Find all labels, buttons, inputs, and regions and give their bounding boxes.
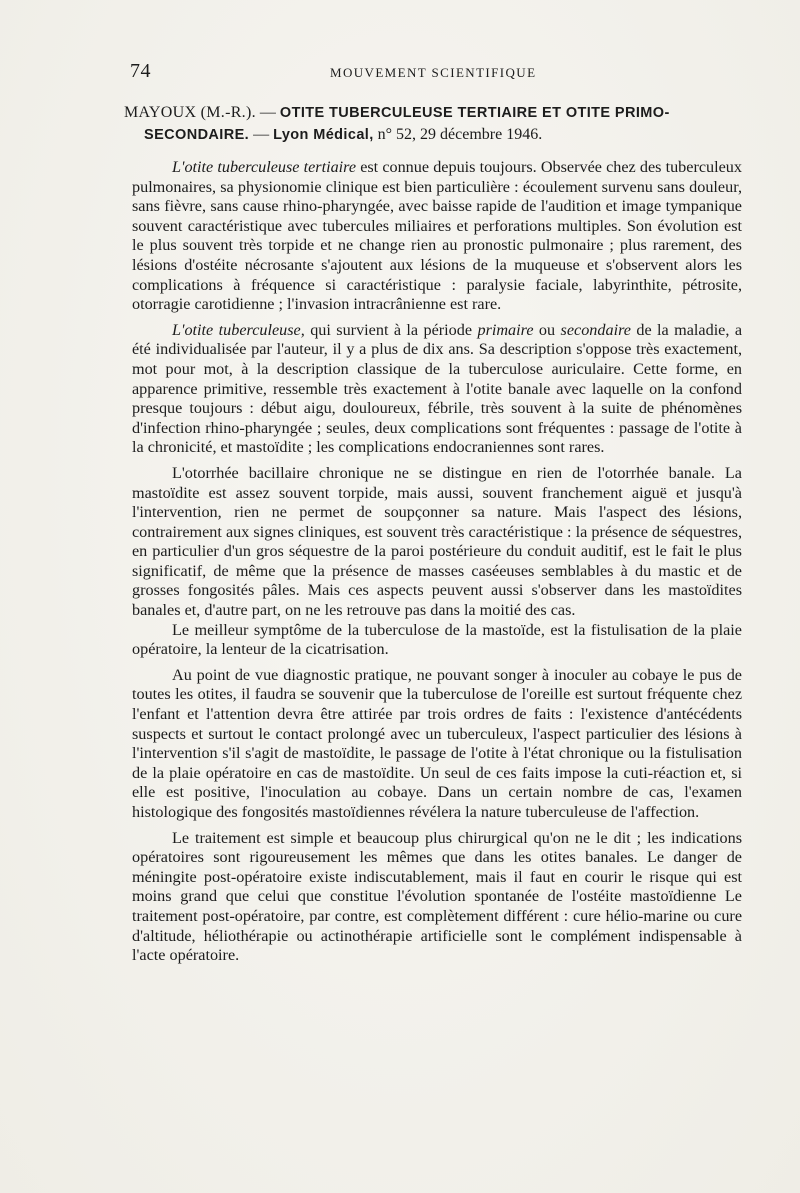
paragraph-text: Le meilleur symptôme de la tuberculose de la mastoïde, est la fistulisation de la plaie opératoire, la lenteur de la cicatrisation.	[132, 620, 742, 659]
paragraph-treatment	[132, 829, 742, 966]
citation-title-end: SECONDAIRE.	[144, 127, 250, 143]
paragraph-italic-term: secondaire	[560, 320, 631, 339]
citation-author: MAYOUX (M.-R.).	[124, 104, 256, 121]
citation-issue: n° 52, 29 décembre 1946.	[373, 126, 543, 143]
running-head: MOUVEMENT SCIENTIFIQUE	[330, 65, 537, 80]
article-body	[132, 158, 742, 966]
citation-source: Lyon Médical,	[273, 127, 374, 143]
page-header	[130, 60, 742, 84]
citation-line-1	[124, 102, 746, 124]
citation-line-2	[124, 124, 746, 146]
paragraph-text: de la maladie, a été individualisée par l'auteur, il y a plus de dix ans. Sa description s'oppose très exactement, mot pour mot, à la description classique de la tuberculose auriculaire. Cette forme, en apparence primitive, ressemble très exactement à l'otite banale avec laquelle on la confond presque toujours : début aigu, douloureux, fébrile, très souvent à la suite de phénomènes d'infection rhino-pharyngée ; seules, deux complications sont fréquentes : passage de l'otite à la chronicité, et mastoïdite ; les complications endocraniennes sont rares.	[132, 320, 743, 457]
paragraph-text: ou	[533, 320, 561, 339]
paragraph-best-symptom	[132, 621, 742, 660]
citation-dash-2: —	[249, 126, 274, 143]
paragraph-text: L'otorrhée bacillaire chronique ne se distingue en rien de l'otorrhée banale. La mastoïdite est assez souvent torpide, mais aussi, souvent franchement aiguë et jusqu'à l'intervention, rien ne permet de soupçonner sa nature. Mais l'aspect des lésions, contrairement aux signes cliniques, est souvent très caractéristique : la présence de séquestres, en particulier d'un gros séquestre de la paroi postérieure du conduit auditif, est le fait le plus significatif, de même que la présence de masses caséeuses semblables à du mastic et de grosses fongosités pâles. Mais ces aspects peuvent aussi s'observer dans les mastoïdites banales et, d'autre part, on ne les retrouve pas dans la moitié des cas.	[132, 463, 742, 620]
paragraph-lead-italic: L'otite tuberculeuse,	[172, 320, 305, 339]
article-citation	[124, 102, 746, 146]
paragraph-text: Au point de vue diagnostic pratique, ne pouvant songer à inoculer au cobaye le pus de toutes les otites, il faudra se souvenir que la tuberculose de l'oreille est surtout fréquente chez l'enfant et l'attention devra être attirée par trois ordres de faits : l'existence d'antécédents suspects et surtout le contact prolongé avec un tuberculeux, l'aspect particulier des lésions à l'intervention s'il s'agit de mastoïdite, le passage de l'otite à l'état chronique ou la fistulisation de la plaie opératoire en cas de mastoïdite. Un seul de ces faits impose la cuti-réaction et, si elle est positive, l'inoculation au cobaye. Dans un certain nombre de cas, l'examen histologique des fongosités mastoïdiennes révélera la nature tuberculeuse de l'affection.	[132, 665, 742, 821]
paragraph-text: Le traitement est simple et beaucoup plus chirurgical qu'on ne le dit ; les indications opératoires sont rigoureusement les mêmes que dans les otites banales. Le danger de méningite post-opératoire existe indiscutablement, mais il faut en courir le risque qui est moins grand que celui que constitue l'évolution spontanée de l'ostéite mastoïdienne Le traitement post-opératoire, par contre, est complètement différent : cure hélio-marine ou cure d'altitude, héliothérapie ou actinothérapie artificielle sont le complément indispensable à l'acte opératoire.	[132, 828, 742, 965]
citation-dash: —	[255, 104, 280, 121]
paragraph-lead-italic: L'otite tuberculeuse tertiaire	[172, 158, 357, 176]
paragraph-text: qui survient à la période	[304, 320, 478, 339]
paragraph-text: est connue depuis toujours. Observée chez des tuberculeux pulmonaires, sa physionomie clinique est bien particulière : écoulement survenu sans douleur, sans fièvre, sans cause rhino-pharyngée, avec baisse rapide de l'audition et image tympanique souvent caractéristique avec tubercules miliaires et perforations multiples. Son évolution est le plus souvent très torpide et ne change rien au pronostic pulmonaire ; plus rarement, des lésions d'ostéite nécrosante s'ajoutent aux lésions de la muqueuse et s'observent alors les complications à fréquence si caractéristique : paralysie faciale, labyrinthite, pétrosite, otorragie carotidienne ; l'invasion intracrânienne est rare.	[132, 158, 742, 314]
paragraph-chronic-otorrhea	[132, 464, 742, 621]
paragraph-tertiary-otitis	[132, 158, 742, 315]
paragraph-italic-term: primaire	[477, 320, 534, 339]
citation-title: OTITE TUBERCULEUSE TERTIAIRE ET OTITE PRIMO-	[279, 105, 670, 121]
paragraph-primo-secondary-otitis	[132, 321, 742, 458]
paragraph-diagnosis	[132, 666, 742, 823]
page-number: 74	[130, 60, 151, 82]
